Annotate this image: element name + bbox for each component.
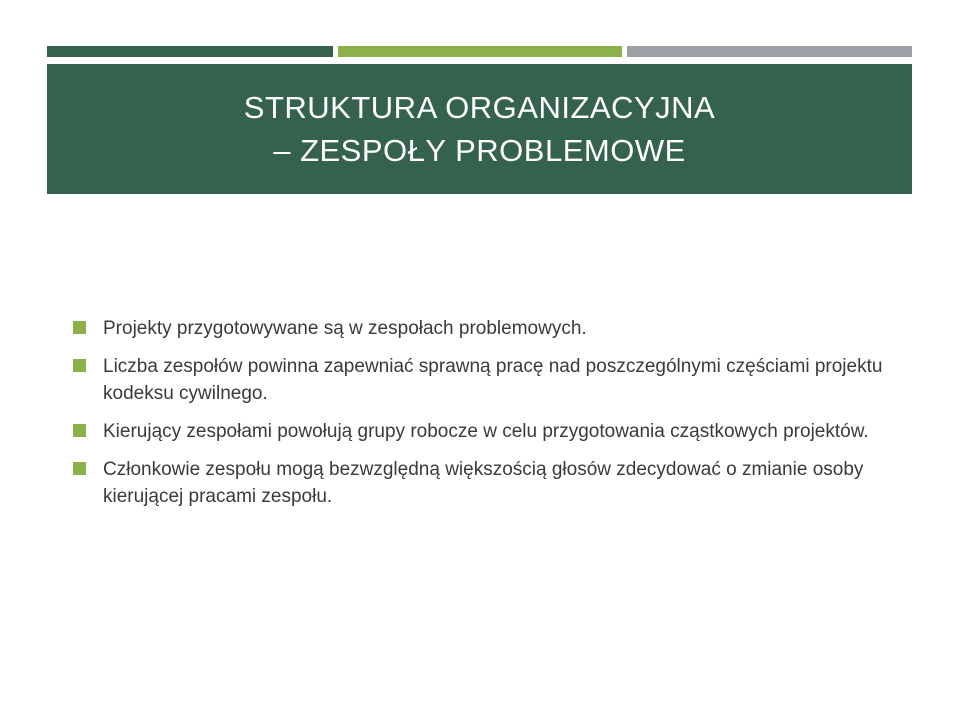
- title-band: [47, 64, 912, 194]
- accent-bar-gray: [627, 46, 912, 57]
- bullet-item: [73, 353, 913, 407]
- square-bullet-icon: [73, 321, 86, 334]
- square-bullet-icon: [73, 462, 86, 475]
- bullet-item: [73, 456, 913, 510]
- slide-title-line-2: – ZESPOŁY PROBLEMOWE: [273, 133, 686, 168]
- accent-bar-dark-green: [47, 46, 333, 57]
- bullet-list: [73, 315, 913, 521]
- bullet-item: [73, 315, 913, 342]
- square-bullet-icon: [73, 424, 86, 437]
- slide-title-line-1: STRUKTURA ORGANIZACYJNA: [243, 90, 716, 125]
- bullet-text: Kierujący zespołami powołują grupy robocze w celu przygotowania cząstkowych projektów.: [103, 421, 869, 442]
- bullet-text: Projekty przygotowywane są w zespołach problemowych.: [103, 318, 587, 339]
- accent-bar-light-green: [338, 46, 622, 57]
- square-bullet-icon: [73, 359, 86, 372]
- slide-title: [244, 86, 715, 172]
- bullet-text: Liczba zespołów powinna zapewniać sprawną pracę nad poszczególnymi częściami projektu kodeksu cywilnego.: [103, 356, 883, 404]
- bullet-item: [73, 418, 913, 445]
- bullet-text: Członkowie zespołu mogą bezwzględną większością głosów zdecydować o zmianie osoby kierującej pracami zespołu.: [103, 459, 864, 507]
